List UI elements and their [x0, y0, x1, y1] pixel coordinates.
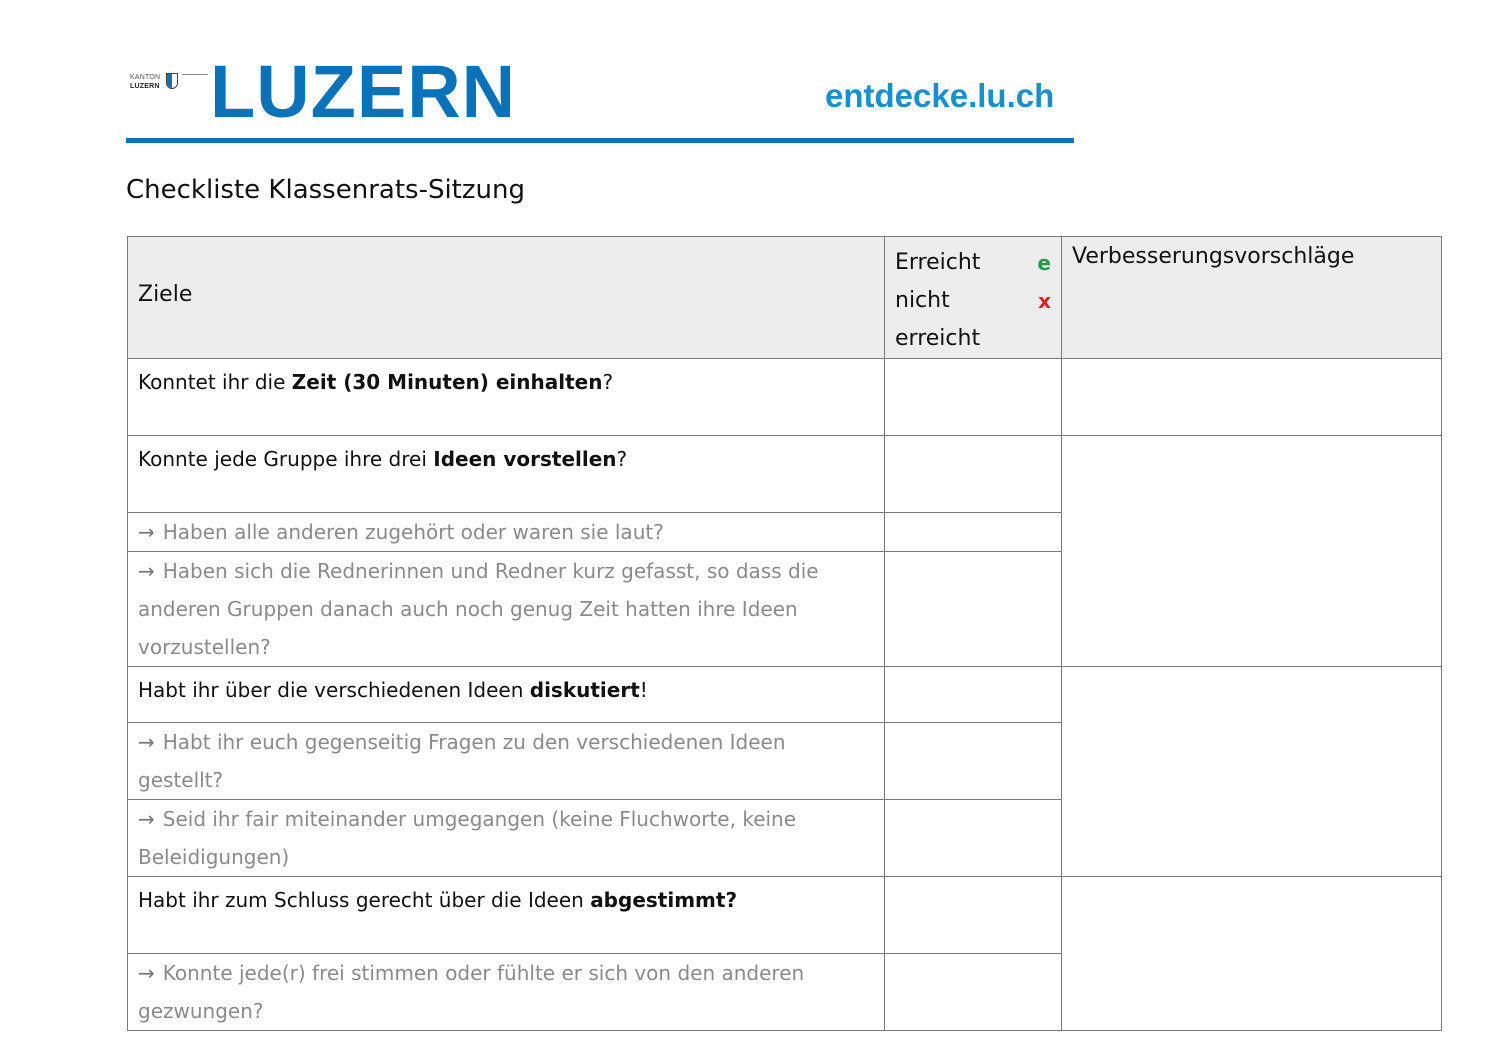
subgoal-cell: [128, 800, 885, 877]
achieved-header: Erreicht: [895, 250, 981, 275]
table-row: [128, 877, 1442, 954]
goal-question: Konnte jede Gruppe ihre drei Ideen vorstellen?: [138, 447, 628, 471]
suggestions-input-cell[interactable]: [1062, 667, 1442, 877]
not-achieved-header: nicht erreicht: [895, 288, 981, 351]
achieved-input-cell[interactable]: [885, 877, 1062, 954]
kanton-name: LUZERN: [130, 83, 160, 90]
luzern-logo: LUZERN: [210, 50, 517, 133]
achieved-input-cell[interactable]: [885, 436, 1062, 513]
suggestions-input-cell[interactable]: [1062, 436, 1442, 667]
goal-question: Habt ihr über die verschiedenen Ideen diskutiert!: [138, 678, 648, 702]
achieved-input-cell[interactable]: [885, 667, 1062, 723]
kanton-label: KANTON: [130, 74, 161, 81]
goal-keyword: Zeit (30 Minuten) einhalten: [291, 370, 603, 394]
subgoal-question: → Haben alle anderen zugehört oder waren sie laut?: [138, 520, 664, 544]
goals-header: Ziele: [138, 282, 193, 307]
table-row: [128, 359, 1442, 436]
suggestions-input-cell[interactable]: [1062, 359, 1442, 436]
suggestions-input-cell[interactable]: [1062, 877, 1442, 1031]
subgoal-cell: [128, 552, 885, 667]
kanton-wordmark: [130, 73, 160, 91]
achieved-input-cell[interactable]: [885, 800, 1062, 877]
goal-keyword: diskutiert: [529, 678, 640, 702]
goal-keyword: abgestimmt?: [590, 888, 738, 912]
suggestions-header: Verbesserungsvorschläge: [1072, 244, 1355, 269]
achieved-input-cell[interactable]: [885, 723, 1062, 800]
goal-cell: [128, 667, 885, 723]
achieved-mark: e: [1037, 251, 1051, 275]
achieved-input-cell[interactable]: [885, 359, 1062, 436]
page-title: Checkliste Klassenrats-Sitzung: [126, 175, 525, 205]
goal-cell: [128, 359, 885, 436]
site-url[interactable]: entdecke.lu.ch: [825, 77, 1055, 114]
subgoal-question: → Haben sich die Rednerinnen und Redner kurz gefasst, so dass die anderen Gruppen danach auch noch genug Zeit hatten ihre Ideen vorzustellen?: [138, 559, 819, 659]
arrow-right-icon: →: [138, 520, 155, 544]
arrow-right-icon: →: [138, 559, 155, 583]
goal-cell: [128, 436, 885, 513]
goal-cell: [128, 877, 885, 954]
subgoal-cell: [128, 954, 885, 1031]
subgoal-question: → Seid ihr fair miteinander umgegangen (keine Fluchworte, keine Beleidigungen): [138, 807, 797, 869]
subgoal-cell: [128, 723, 885, 800]
subgoal-question: → Konnte jede(r) frei stimmen oder fühlte er sich von den anderen gezwungen?: [138, 961, 805, 1023]
goal-question: Konntet ihr die Zeit (30 Minuten) einhalten?: [138, 370, 614, 394]
canton-shield-icon: [166, 73, 178, 89]
not-achieved-mark: x: [1038, 289, 1051, 313]
achieved-input-cell[interactable]: [885, 552, 1062, 667]
logo-divider: [182, 74, 208, 75]
table-row: [128, 667, 1442, 723]
checklist-table: [127, 236, 1442, 1031]
header-divider: [126, 138, 1074, 143]
achieved-input-cell[interactable]: [885, 513, 1062, 552]
subgoal-cell: [128, 513, 885, 552]
achieved-input-cell[interactable]: [885, 954, 1062, 1031]
arrow-right-icon: →: [138, 807, 155, 831]
subgoal-question: → Habt ihr euch gegenseitig Fragen zu den verschiedenen Ideen gestellt?: [138, 730, 786, 792]
suggestions-header-cell: [1062, 237, 1442, 359]
achieved-header-cell: [885, 237, 1062, 359]
goal-keyword: Ideen vorstellen: [433, 447, 617, 471]
table-header-row: [128, 237, 1442, 359]
goals-header-cell: [128, 237, 885, 359]
table-row: [128, 436, 1442, 513]
arrow-right-icon: →: [138, 961, 155, 985]
goal-question: Habt ihr zum Schluss gerecht über die Ideen abgestimmt?: [138, 888, 738, 912]
arrow-right-icon: →: [138, 730, 155, 754]
